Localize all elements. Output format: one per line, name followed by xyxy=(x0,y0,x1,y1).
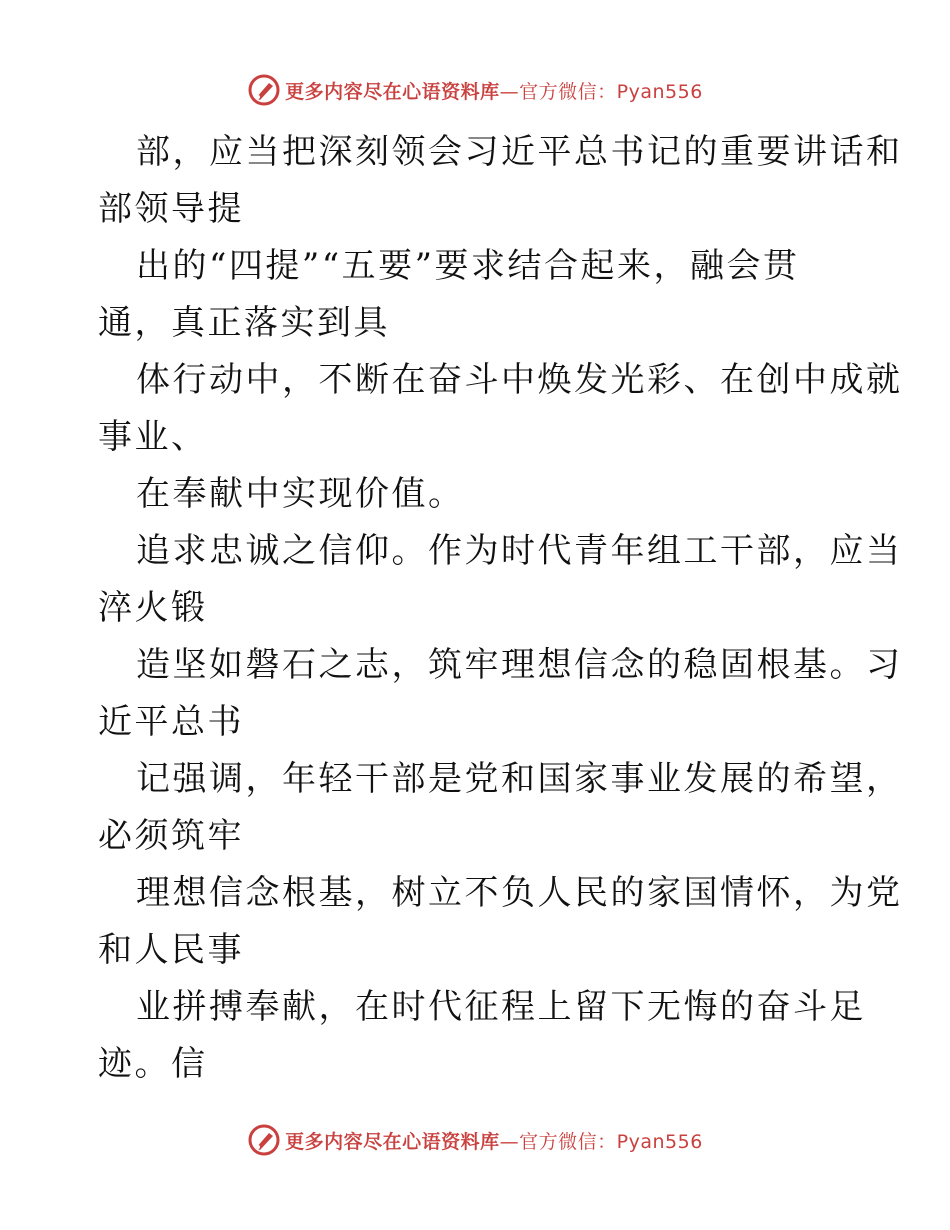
paragraph-line-continued: 近平总书 xyxy=(98,702,244,742)
watermark-wechat: —官方微信：Pyan556 xyxy=(499,80,703,103)
paragraph xyxy=(98,352,903,466)
paragraph xyxy=(98,751,903,865)
paragraph-line: 记强调，年轻干部是党和国家事业发展的希望， xyxy=(136,759,903,799)
paragraph-line-continued: 和人民事 xyxy=(98,930,244,970)
paragraph xyxy=(98,637,903,751)
paragraph-line: 理想信念根基，树立不负人民的家国情怀，为党 xyxy=(136,873,903,913)
paragraph-line: 造坚如磐石之志，筑牢理想信念的稳固根基。习 xyxy=(136,645,903,685)
document-body xyxy=(98,124,903,1093)
paragraph xyxy=(98,124,903,238)
paragraph-line-continued: 淬火锻 xyxy=(98,588,208,628)
paragraph-line-continued: 必须筑牢 xyxy=(98,816,244,856)
paragraph-line: 部，应当把深刻领会习近平总书记的重要讲话和 xyxy=(136,132,903,172)
paragraph xyxy=(98,466,858,523)
paragraph xyxy=(98,865,903,979)
paragraph-line: 体行动中，不断在奋斗中焕发光彩、在创中成就 xyxy=(136,360,903,400)
footer-watermark xyxy=(0,1120,950,1160)
watermark-wechat: —官方微信：Pyan556 xyxy=(499,1130,703,1153)
paragraph xyxy=(98,979,866,1093)
paragraph-line: 业拼搏奉献，在时代征程上留下无悔的奋斗足 xyxy=(136,987,866,1027)
paragraph-line: 在奉献中实现价值。 xyxy=(136,474,465,514)
paragraph-line-continued: 迹。信 xyxy=(98,1044,208,1084)
paragraph-line-continued: 部领导提 xyxy=(98,189,244,229)
watermark-text: 更多内容尽在心语资料库—官方微信：Pyan556 xyxy=(285,1130,703,1153)
paragraph-line: 出的“四提”“五要”要求结合起来，融会贯 xyxy=(136,246,800,286)
pen-logo-icon xyxy=(247,73,281,107)
paragraph xyxy=(98,523,903,637)
paragraph-line-continued: 通，真正落实到具 xyxy=(98,303,390,343)
pen-logo-icon xyxy=(247,1123,281,1157)
header-watermark xyxy=(0,70,950,110)
paragraph-line-continued: 事业、 xyxy=(98,417,208,457)
watermark-text: 更多内容尽在心语资料库—官方微信：Pyan556 xyxy=(285,80,703,103)
paragraph xyxy=(98,238,858,352)
paragraph-line: 追求忠诚之信仰。作为时代青年组工干部，应当 xyxy=(136,531,903,571)
